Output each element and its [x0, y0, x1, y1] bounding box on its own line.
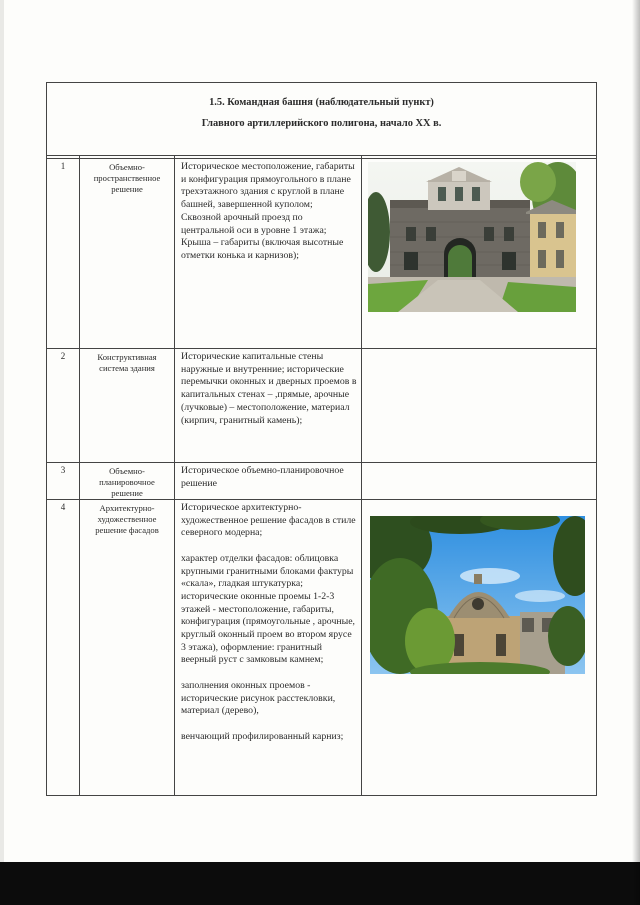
table-row	[47, 463, 597, 500]
table-row	[47, 159, 597, 349]
row-description	[175, 463, 362, 500]
desc-paragraph: Крыша – габариты (включая высотные отметки конька и карнизов);	[181, 237, 344, 261]
row-number: 1	[47, 159, 80, 349]
desc-paragraph: Историческое объемно-планировочное решение	[181, 465, 344, 489]
document-table	[46, 82, 597, 796]
tower-dome-photo	[370, 516, 585, 674]
gate-building-photo	[368, 162, 576, 312]
scan-edge	[0, 0, 4, 905]
desc-paragraph: Историческое местоположение, габариты и конфигурация прямоугольного в плане трехэтажного здания с круглой в плане башней, завершенной куполом;	[181, 161, 355, 211]
row-name: Архитектурно-художественное решение фасадов	[80, 500, 175, 796]
row-name: Объемно-пространственное решение	[80, 159, 175, 349]
desc-paragraph: Исторические капитальные стены наружные и внутренние; исторические перемычки оконных и дверных проемов в капитальных стенах – ,прямые, арочные (лучковые) – местоположение, материал (кирпич, гранитный камень);	[181, 351, 357, 426]
table-row	[47, 500, 597, 796]
row-name: Объемно-планировочное решение	[80, 463, 175, 500]
row-number: 2	[47, 349, 80, 463]
empty-cell	[362, 463, 597, 500]
empty-cell	[362, 349, 597, 463]
row-number: 3	[47, 463, 80, 500]
desc-paragraph: Историческое архитектурно-художественное решение фасадов в стиле северного модерна;	[181, 502, 356, 539]
row-description	[175, 349, 362, 463]
row-description	[175, 500, 362, 796]
section-subtitle: Главного артиллерийского полигона, начало XX в.	[201, 118, 442, 129]
desc-paragraph: заполнения оконных проемов - исторические рисунок расстекловки, материал (дерево),	[181, 679, 336, 717]
photo-cell	[362, 159, 597, 349]
section-title: 1.5. Командная башня (наблюдательный пункт)	[209, 97, 434, 108]
desc-paragraph: Сквозной арочный проезд по центральной оси в уровне 1 этажа;	[181, 211, 327, 236]
row-name: Конструктивная система здания	[80, 349, 175, 463]
table-header	[47, 83, 597, 156]
desc-paragraph: исторические оконные проемы 1-2-3 этажей - местоположение, габариты, конфигурация (прямоугольные , арочные, круглый оконный проем во втором ярусе 3 этажа), оформление: гранитный веерный руст с замковым камнем;	[181, 590, 355, 666]
scan-right-shadow	[632, 0, 640, 905]
table-row	[47, 349, 597, 463]
photo-cell	[362, 500, 597, 796]
desc-paragraph: характер отделки фасадов: облицовка крупными гранитными блоками фактуры «скала», гладкая штукатурка;	[181, 552, 354, 590]
desc-paragraph: венчающий профилированный карниз;	[181, 730, 344, 742]
scan-bottom-edge	[0, 862, 640, 905]
row-number: 4	[47, 500, 80, 796]
row-description	[175, 159, 362, 349]
